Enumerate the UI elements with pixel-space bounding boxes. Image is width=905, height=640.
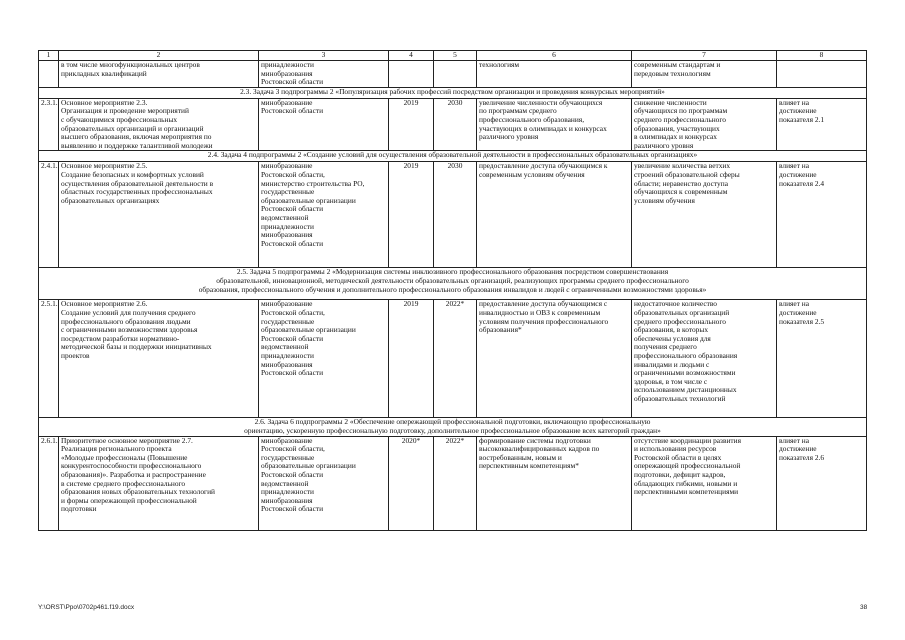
measure-description-cell: Основное мероприятие 2.5. Создание безопасных и комфортных условий осуществления образовательной деятельности в областных государственных профессиональных образовательных организациях [59, 162, 259, 268]
table-row [39, 162, 867, 268]
expected-result-cell: предоставление доступа обучающимся с инвалидностью и ОВЗ к современным условиям получения профессионального образования* [477, 300, 632, 418]
table-row [39, 61, 867, 88]
start-year-cell: 2020* [389, 436, 434, 530]
expected-result-cell: технологиям [477, 61, 632, 88]
expected-result-cell: предоставление доступа обучающимся к современным условиям обучения [477, 162, 632, 268]
executor-cell: минобразование Ростовской области, министерство строительства РО, государственные образовательные организации Ростовской области ведомственной принадлежности минобразования Ростовской области [259, 162, 389, 268]
measure-description-cell: Основное мероприятие 2.3. Организация и проведение мероприятий с обучающимися профессиональных образовательных организаций и организаций высшего образования, включая мероприятия по выявлению и поддержке талантливой молодежи [59, 98, 259, 151]
column-number: 5 [434, 51, 477, 61]
program-table [38, 50, 867, 531]
table-row [39, 98, 867, 151]
measure-description-cell: в том числе многофункциональных центров прикладных квалификаций [59, 61, 259, 88]
consequences-cell: отсутствие координации развития и использования ресурсов Ростовской области в целях опережающей профессиональной подготовки, дефицит кадров, обладающих гибкими, новыми и перспективными компетенциями [632, 436, 777, 530]
end-year-cell: 2030 [434, 162, 477, 268]
row-number-cell [39, 61, 59, 88]
executor-cell: минобразование Ростовской области, государственные образовательные организации Ростовской области ведомственной принадлежности минобразования Ростовской области [259, 300, 389, 418]
start-year-cell: 2019 [389, 98, 434, 151]
consequences-cell: увеличение количества ветхих строений образовательной сферы области; неравенство доступа обучающихся к современным условиям обучения [632, 162, 777, 268]
task-section-title: 2.6. Задача 6 подпрограммы 2 «Обеспечение опережающей профессиональной подготовки, включающую профессиональную ориентацию, ускоренную профессиональную подготовку, дополнительное профессиональное образование всех категорий граждан» [39, 418, 867, 436]
start-year-cell [389, 61, 434, 88]
column-number: 2 [59, 51, 259, 61]
task-section-title: 2.5. Задача 5 подпрограммы 2 «Модернизация системы инклюзивного профессионального образования посредством совершенствования образовательной, инновационной, методической деятельности образовательных организаций, реализующих программы среднего профессионального образования, профессионального обучения и дополнительного профессионального образования инвалидов и людей с ограниченными возможностями здоровья» [39, 268, 867, 300]
indicator-link-cell: влияет на достижение показателя 2.5 [777, 300, 867, 418]
row-number-cell: 2.5.1. [39, 300, 59, 418]
indicator-link-cell: влияет на достижение показателя 2.6 [777, 436, 867, 530]
executor-cell: принадлежности минобразования Ростовской области [259, 61, 389, 88]
task-section-row [39, 151, 867, 162]
column-number: 1 [39, 51, 59, 61]
indicator-link-cell: влияет на достижение показателя 2.1 [777, 98, 867, 151]
consequences-cell: недостаточное количество образовательных организаций среднего профессионального образования, в которых обеспечены условия для получения среднего профессионального образования инвалидами и людьми с ограниченными возможностями здоровья, в том числе с использованием дистанционных образовательных технологий [632, 300, 777, 418]
indicator-link-cell: влияет на достижение показателя 2.4 [777, 162, 867, 268]
column-number: 6 [477, 51, 632, 61]
task-section-title: 2.3. Задача 3 подпрограммы 2 «Популяризация рабочих профессий посредством организации и проведения конкурсных мероприятий» [39, 87, 867, 98]
row-number-cell: 2.6.1. [39, 436, 59, 530]
start-year-cell: 2019 [389, 300, 434, 418]
end-year-cell: 2022* [434, 300, 477, 418]
row-number-cell: 2.4.1. [39, 162, 59, 268]
expected-result-cell: увеличение численности обучающихся по программам среднего профессионального образования, участвующих в олимпиадах и конкурсах различного уровня [477, 98, 632, 151]
consequences-cell: современным стандартам и передовым технологиям [632, 61, 777, 88]
document-page [38, 50, 866, 531]
column-number-row [39, 51, 867, 61]
column-number: 8 [777, 51, 867, 61]
end-year-cell: 2022* [434, 436, 477, 530]
task-section-row [39, 418, 867, 436]
measure-description-cell: Приоритетное основное мероприятие 2.7. Реализация регионального проекта «Молодые профессионалы (Повышение конкурентоспособности профессионального образования)». Разработка и распространение в системе среднего профессионального образования новых образовательных технологий и формы опережающей профессиональной подготовки [59, 436, 259, 530]
page-number: 38 [860, 604, 868, 611]
indicator-link-cell [777, 61, 867, 88]
executor-cell: минобразование Ростовской области [259, 98, 389, 151]
column-number: 7 [632, 51, 777, 61]
consequences-cell: снижение численности обучающихся по программам среднего профессионального образования, участвующих в олимпиадах и конкурсах различного уровня [632, 98, 777, 151]
row-number-cell: 2.3.1. [39, 98, 59, 151]
column-number: 4 [389, 51, 434, 61]
file-path: Y:\ORST\Ppo\0702p461.f19.docx [38, 604, 135, 611]
table-row [39, 436, 867, 530]
executor-cell: минобразование Ростовской области, государственные образовательные организации Ростовской области ведомственной принадлежности минобразования Ростовской области [259, 436, 389, 530]
expected-result-cell: формирование системы подготовки высококвалифицированных кадров по востребованным, новым и перспективным компетенциям* [477, 436, 632, 530]
start-year-cell: 2019 [389, 162, 434, 268]
table-row [39, 300, 867, 418]
end-year-cell: 2030 [434, 98, 477, 151]
task-section-row [39, 268, 867, 300]
table-body [39, 51, 867, 531]
end-year-cell [434, 61, 477, 88]
task-section-title: 2.4. Задача 4 подпрограммы 2 «Создание условий для осуществления образовательной деятельности в профессиональных образовательных организациях» [39, 151, 867, 162]
task-section-row [39, 87, 867, 98]
measure-description-cell: Основное мероприятие 2.6. Создание условий для получения среднего профессионального образования людьми с ограниченными возможностями здоровья посредством разработки нормативно- методической базы и поддержки инициативных проектов [59, 300, 259, 418]
column-number: 3 [259, 51, 389, 61]
